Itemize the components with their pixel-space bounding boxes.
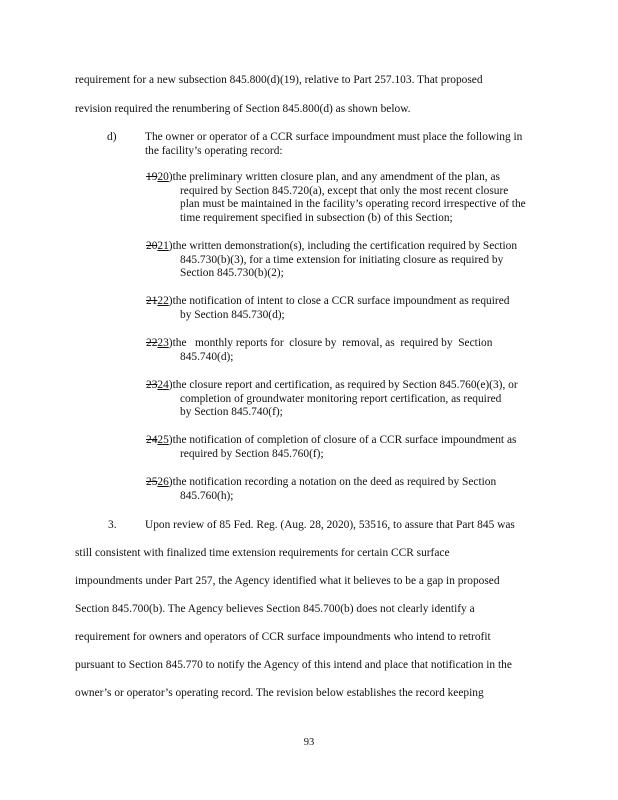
item-continuation: 845.760(h); [180, 489, 234, 502]
item-continuation: completion of groundwater monitoring report certification, as required [180, 392, 502, 405]
list-item: 2425)the notification of completion of closure of a CCR surface impoundment as required by Section 845.760(f); [146, 434, 596, 461]
new-number: 24 [157, 379, 169, 391]
list-item: 2324)the closure report and certification, as required by Section 845.760(e)(3), or completion of groundwater monitoring report certification, as required by Section 845.740(f); [146, 379, 596, 420]
item-continuation: required by Section 845.720(a), except that only the most recent closure [180, 184, 509, 197]
new-number: 20 [157, 171, 169, 183]
subsection-label: d) [107, 131, 117, 143]
item-continuation: 845.740(d); [180, 350, 234, 363]
item-text: the written demonstration(s), including the certification required by Section [172, 240, 518, 252]
list-item: 2021)the written demonstration(s), including the certification required by Section 845.730(b)(3), for a time extension for initiating closure as required by Section 845.730(b)(2); [146, 240, 596, 281]
paragraph-line: owner’s or operator’s operating record. The revision below establishes the record keeping [75, 687, 484, 699]
item-continuation: by Section 845.740(f); [180, 406, 283, 418]
list-item: 2526)the notification recording a notation on the deed as required by Section 845.760(h); [146, 476, 596, 503]
item-text: the notification of completion of closure of a CCR surface impoundment as [172, 434, 517, 446]
list-item: 1920)the preliminary written closure plan, and any amendment of the plan, as required by Section 845.720(a), except that only the most recent closure plan must be maintained in the facility’s operating record irrespective of the time requirement specified in subsection (b) of this Section; [146, 171, 596, 225]
new-number: 22 [157, 295, 169, 307]
new-number: 26 [157, 476, 169, 488]
intro-line-2: revision required the renumbering of Section 845.800(d) as shown below. [75, 103, 411, 115]
item-continuation: Section 845.730(b)(2); [180, 267, 284, 279]
item-text: the notification recording a notation on the deed as required by Section [172, 476, 497, 488]
old-number: 20 [146, 240, 158, 252]
old-number: 25 [146, 476, 158, 488]
paragraph-line: requirement for owners and operators of CCR surface impoundments who intend to retrofit [75, 631, 491, 643]
subsection-line-1: The owner or operator of a CCR surface impoundment must place the following in [145, 131, 523, 143]
item-continuation: by Section 845.730(d); [180, 308, 285, 321]
old-number: 23 [146, 379, 158, 391]
paragraph-line: pursuant to Section 845.770 to notify the Agency of this intend and place that notification in the [75, 659, 512, 671]
subsection-line-2: the facility’s operating record: [145, 145, 283, 157]
item-continuation: plan must be maintained in the facility’s operating record irrespective of the [180, 198, 526, 210]
new-number: 21 [157, 240, 169, 252]
old-number: 22 [146, 337, 158, 349]
new-number: 25 [157, 434, 169, 446]
item-text: the notification of intent to close a CCR surface impoundment as required [172, 295, 510, 307]
paragraph-first-line: Upon review of 85 Fed. Reg. (Aug. 28, 2020), 53516, to assure that Part 845 was [145, 519, 515, 531]
item-continuation: 845.730(b)(3), for a time extension for initiating closure as required by [180, 253, 504, 266]
old-number: 21 [146, 295, 158, 307]
page-number: 93 [303, 737, 315, 748]
item-text: the monthly reports for closure by removal, as required by Section [172, 337, 493, 349]
item-continuation: time requirement specified in subsection (b) of this Section; [180, 211, 453, 224]
list-item: 2223)the monthly reports for closure by removal, as required by Section 845.740(d); [146, 337, 596, 364]
new-number: 23 [157, 337, 169, 349]
list-item: 2122)the notification of intent to close a CCR surface impoundment as required by Section 845.730(d); [146, 295, 596, 322]
item-continuation: required by Section 845.760(f); [180, 447, 324, 460]
item-text: the closure report and certification, as required by Section 845.760(e)(3), or [172, 379, 518, 391]
paragraph-line: impoundments under Part 257, the Agency identified what it believes to be a gap in proposed [75, 575, 500, 587]
paragraph-line: still consistent with finalized time extension requirements for certain CCR surface [75, 547, 450, 559]
old-number: 19 [146, 171, 158, 183]
paragraph-number: 3. [108, 519, 117, 531]
item-text: the preliminary written closure plan, and any amendment of the plan, as [172, 171, 500, 183]
paragraph-line: Section 845.700(b). The Agency believes Section 845.700(b) does not clearly identify a [75, 603, 475, 615]
intro-line-1: requirement for a new subsection 845.800(d)(19), relative to Part 257.103. That proposed [75, 74, 483, 86]
old-number: 24 [146, 434, 158, 446]
